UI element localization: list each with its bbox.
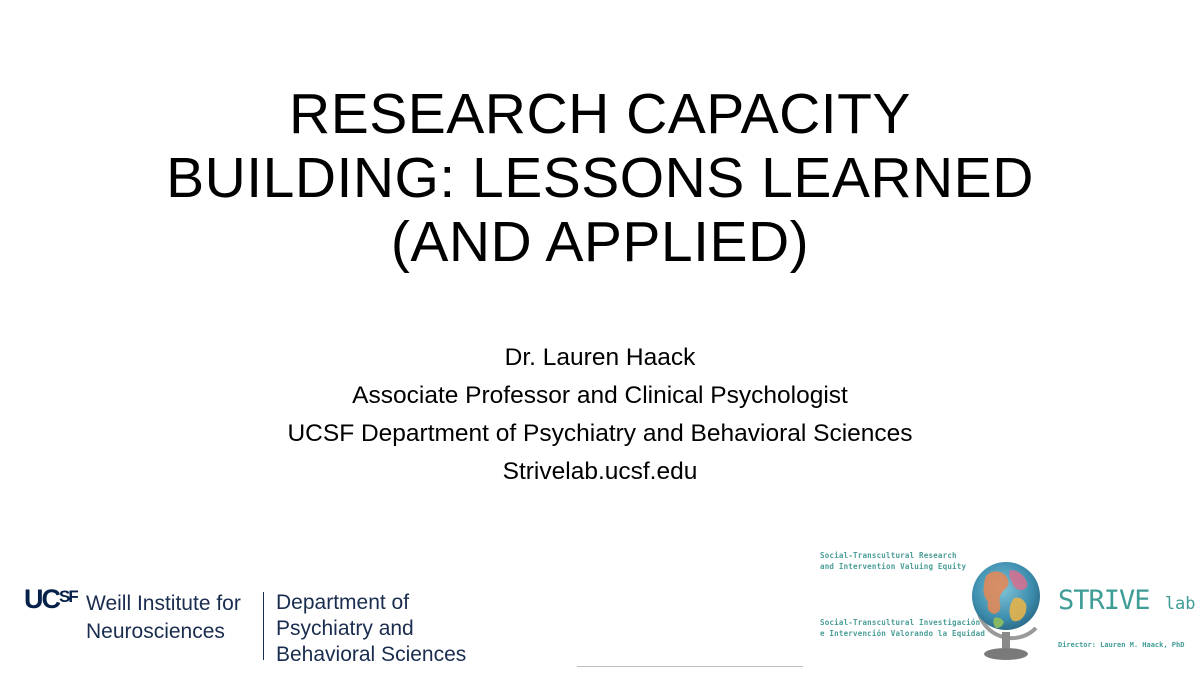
institute-line-2: Neurosciences [86,620,225,643]
tagline-spanish-line-2: e Intervención Valorando la Equidad [820,629,986,638]
presenter-name: Dr. Lauren Haack [504,344,696,371]
ucsf-mark-sub: SF [59,587,77,606]
presenter-affiliation: UCSF Department of Psychiatry and Behavioral Sciences [287,420,913,447]
ucsf-wordmark [24,584,77,618]
department-line-2: Psychiatry and [276,617,414,640]
title-line-1: RESEARCH CAPACITY [289,82,911,146]
presenter-info [0,339,1200,491]
tagline-english-line-2: and Intervention Valuing Equity [820,562,967,571]
tagline-english-line-1: Social-Transcultural Research [820,551,957,560]
title-line-2: BUILDING: LESSONS LEARNED [166,146,1034,210]
logo-divider [263,592,264,660]
department-line-1: Department of [276,591,410,614]
ucsf-mark-main: UC [24,584,59,614]
strive-name-suffix: lab [1164,594,1196,614]
institute-line-1: Weill Institute for [86,592,241,615]
weill-institute-text [86,590,241,646]
tagline-spanish-line-1: Social-Transcultural Investigación [820,618,981,627]
director-credit: Director: Lauren M. Haack, PhD [1058,641,1185,649]
strive-lab-logo [818,545,1200,669]
strive-name [1058,585,1196,616]
slide-title [0,82,1200,274]
globe-icon [958,548,1054,666]
presenter-role: Associate Professor and Clinical Psychologist [352,382,848,409]
department-text [276,590,466,668]
presenter-website: Strivelab.ucsf.edu [502,458,698,485]
department-line-3: Behavioral Sciences [276,643,467,666]
tagline-english [820,550,966,572]
ucsf-logo [24,584,504,664]
bottom-rule [577,666,803,667]
title-line-3: (AND APPLIED) [390,210,810,274]
strive-name-main: STRIVE [1058,585,1150,616]
